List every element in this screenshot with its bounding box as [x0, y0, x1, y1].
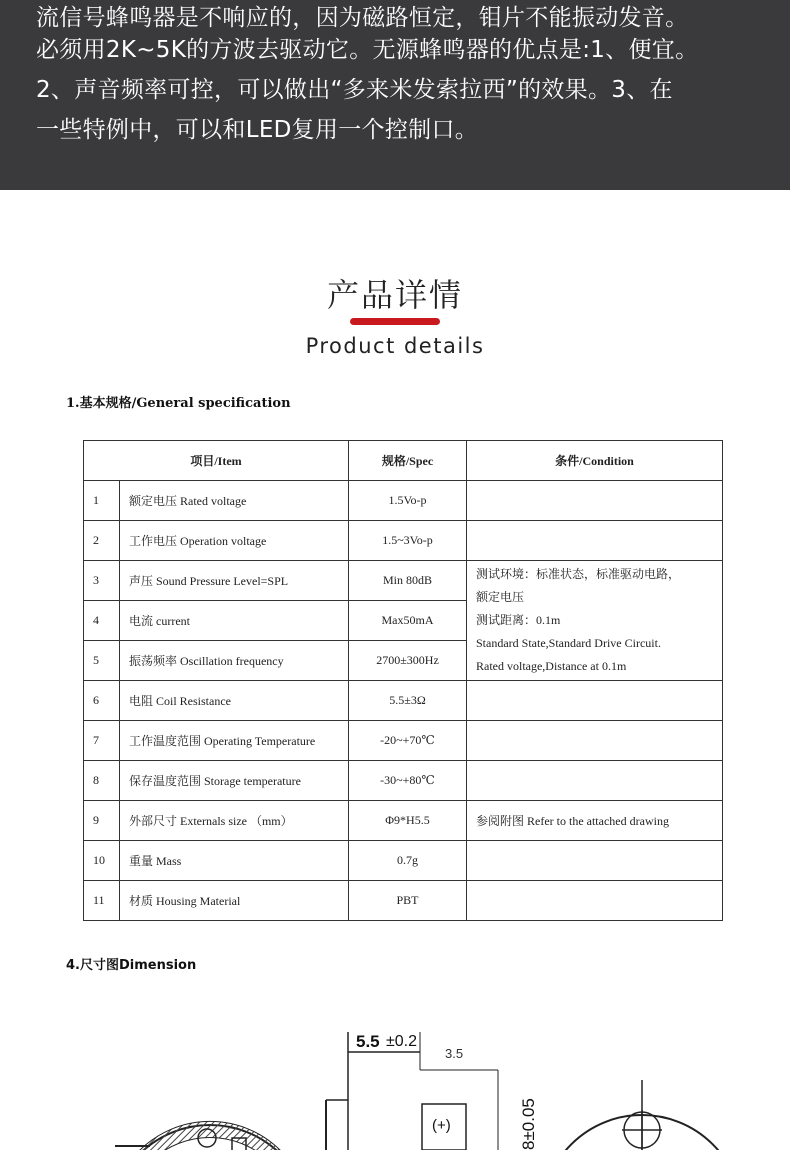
- condition-line-2: 额定电压: [476, 590, 525, 604]
- row-no: 1: [84, 481, 120, 521]
- height-tolerance-label: ±0.2: [386, 1033, 418, 1050]
- plus-terminal-label: (+): [432, 1117, 451, 1134]
- row-spec: PBT: [349, 881, 467, 921]
- condition-line-1: 测试环境：标准状态，标准驱动电路，: [476, 567, 681, 581]
- pin-label: 3.5: [445, 1046, 464, 1061]
- row-spec: 5.5±3Ω: [349, 681, 467, 721]
- row-no: 11: [84, 881, 120, 921]
- spec-table: [83, 440, 723, 921]
- header-spec: 规格/Spec: [349, 441, 467, 481]
- table-row: [84, 681, 723, 721]
- front-view-left: [110, 1121, 310, 1150]
- condition-line-3: 测试距离：0.1m: [476, 613, 561, 627]
- section-title: 产品详情: [326, 276, 463, 314]
- row-spec: 1.5Vo-p: [349, 481, 467, 521]
- dimension-heading: 4.尺寸图Dimension: [66, 958, 197, 973]
- section-subtitle: Product details: [305, 334, 485, 358]
- row-no: 8: [84, 761, 120, 801]
- row-no: 4: [84, 601, 120, 641]
- table-row: [84, 521, 723, 561]
- row-condition: 参阅附图 Refer to the attached drawing: [467, 801, 723, 841]
- row-item: 额定电压 Rated voltage: [120, 481, 349, 521]
- spec-heading: 1.基本规格/General specification: [66, 396, 291, 411]
- row-item: 电流 current: [120, 601, 349, 641]
- row-condition: [467, 841, 723, 881]
- row-spec: Max50mA: [349, 601, 467, 641]
- row-condition: [467, 721, 723, 761]
- merged-condition-cell: [467, 561, 723, 681]
- section-accent-bar: [350, 318, 440, 325]
- table-row: [84, 761, 723, 801]
- row-spec: -30~+80℃: [349, 761, 467, 801]
- row-no: 9: [84, 801, 120, 841]
- table-row: [84, 841, 723, 881]
- row-item: 工作电压 Operation voltage: [120, 521, 349, 561]
- row-spec: -20~+70℃: [349, 721, 467, 761]
- header-condition: 条件/Condition: [467, 441, 723, 481]
- table-row: [84, 481, 723, 521]
- row-no: 10: [84, 841, 120, 881]
- row-spec: Min 80dB: [349, 561, 467, 601]
- row-item: 振荡频率 Oscillation frequency: [120, 641, 349, 681]
- condition-line-5: Rated voltage,Distance at 0.1m: [476, 659, 627, 673]
- row-condition: [467, 481, 723, 521]
- vertical-dimension-label: 8±0.05: [519, 1098, 538, 1150]
- row-item: 保存温度范围 Storage temperature: [120, 761, 349, 801]
- row-condition: [467, 881, 723, 921]
- table-row: [84, 881, 723, 921]
- row-item: 电阻 Coil Resistance: [120, 681, 349, 721]
- dimension-drawing: [0, 1010, 790, 1150]
- banner-line-2: 必须用2K~5K的方波去驱动它。无源蜂鸣器的优点是:1、便宜。: [36, 37, 699, 63]
- row-item: 材质 Housing Material: [120, 881, 349, 921]
- row-spec: 2700±300Hz: [349, 641, 467, 681]
- row-spec: 0.7g: [349, 841, 467, 881]
- row-no: 6: [84, 681, 120, 721]
- row-spec: 1.5~3Vo-p: [349, 521, 467, 561]
- row-condition: [467, 761, 723, 801]
- row-spec: Φ9*H5.5: [349, 801, 467, 841]
- row-item: 外部尺寸 Externals size （mm）: [120, 801, 349, 841]
- row-no: 3: [84, 561, 120, 601]
- spec-header-row: [84, 441, 723, 481]
- back-view-right: [542, 1080, 742, 1150]
- condition-line-4: Standard State,Standard Drive Circuit.: [476, 636, 661, 650]
- row-no: 5: [84, 641, 120, 681]
- banner-line-4: 一些特例中，可以和LED复用一个控制口。: [36, 117, 479, 143]
- side-view: [326, 1032, 538, 1150]
- header-item: 项目/Item: [84, 441, 349, 481]
- table-row: [84, 561, 723, 601]
- row-condition: [467, 681, 723, 721]
- height-label: 5.5: [356, 1032, 380, 1051]
- row-item: 声压 Sound Pressure Level=SPL: [120, 561, 349, 601]
- row-no: 7: [84, 721, 120, 761]
- row-item: 工作温度范围 Operating Temperature: [120, 721, 349, 761]
- table-row: [84, 721, 723, 761]
- row-no: 2: [84, 521, 120, 561]
- banner-line-3: 2、声音频率可控，可以做出“多来米发索拉西”的效果。3、在: [36, 77, 673, 103]
- row-item: 重量 Mass: [120, 841, 349, 881]
- table-row: [84, 801, 723, 841]
- banner-line-1: 流信号蜂鸣器是不响应的，因为磁路恒定，钼片不能振动发音。: [36, 5, 689, 31]
- row-condition: [467, 521, 723, 561]
- intro-banner: [0, 0, 790, 190]
